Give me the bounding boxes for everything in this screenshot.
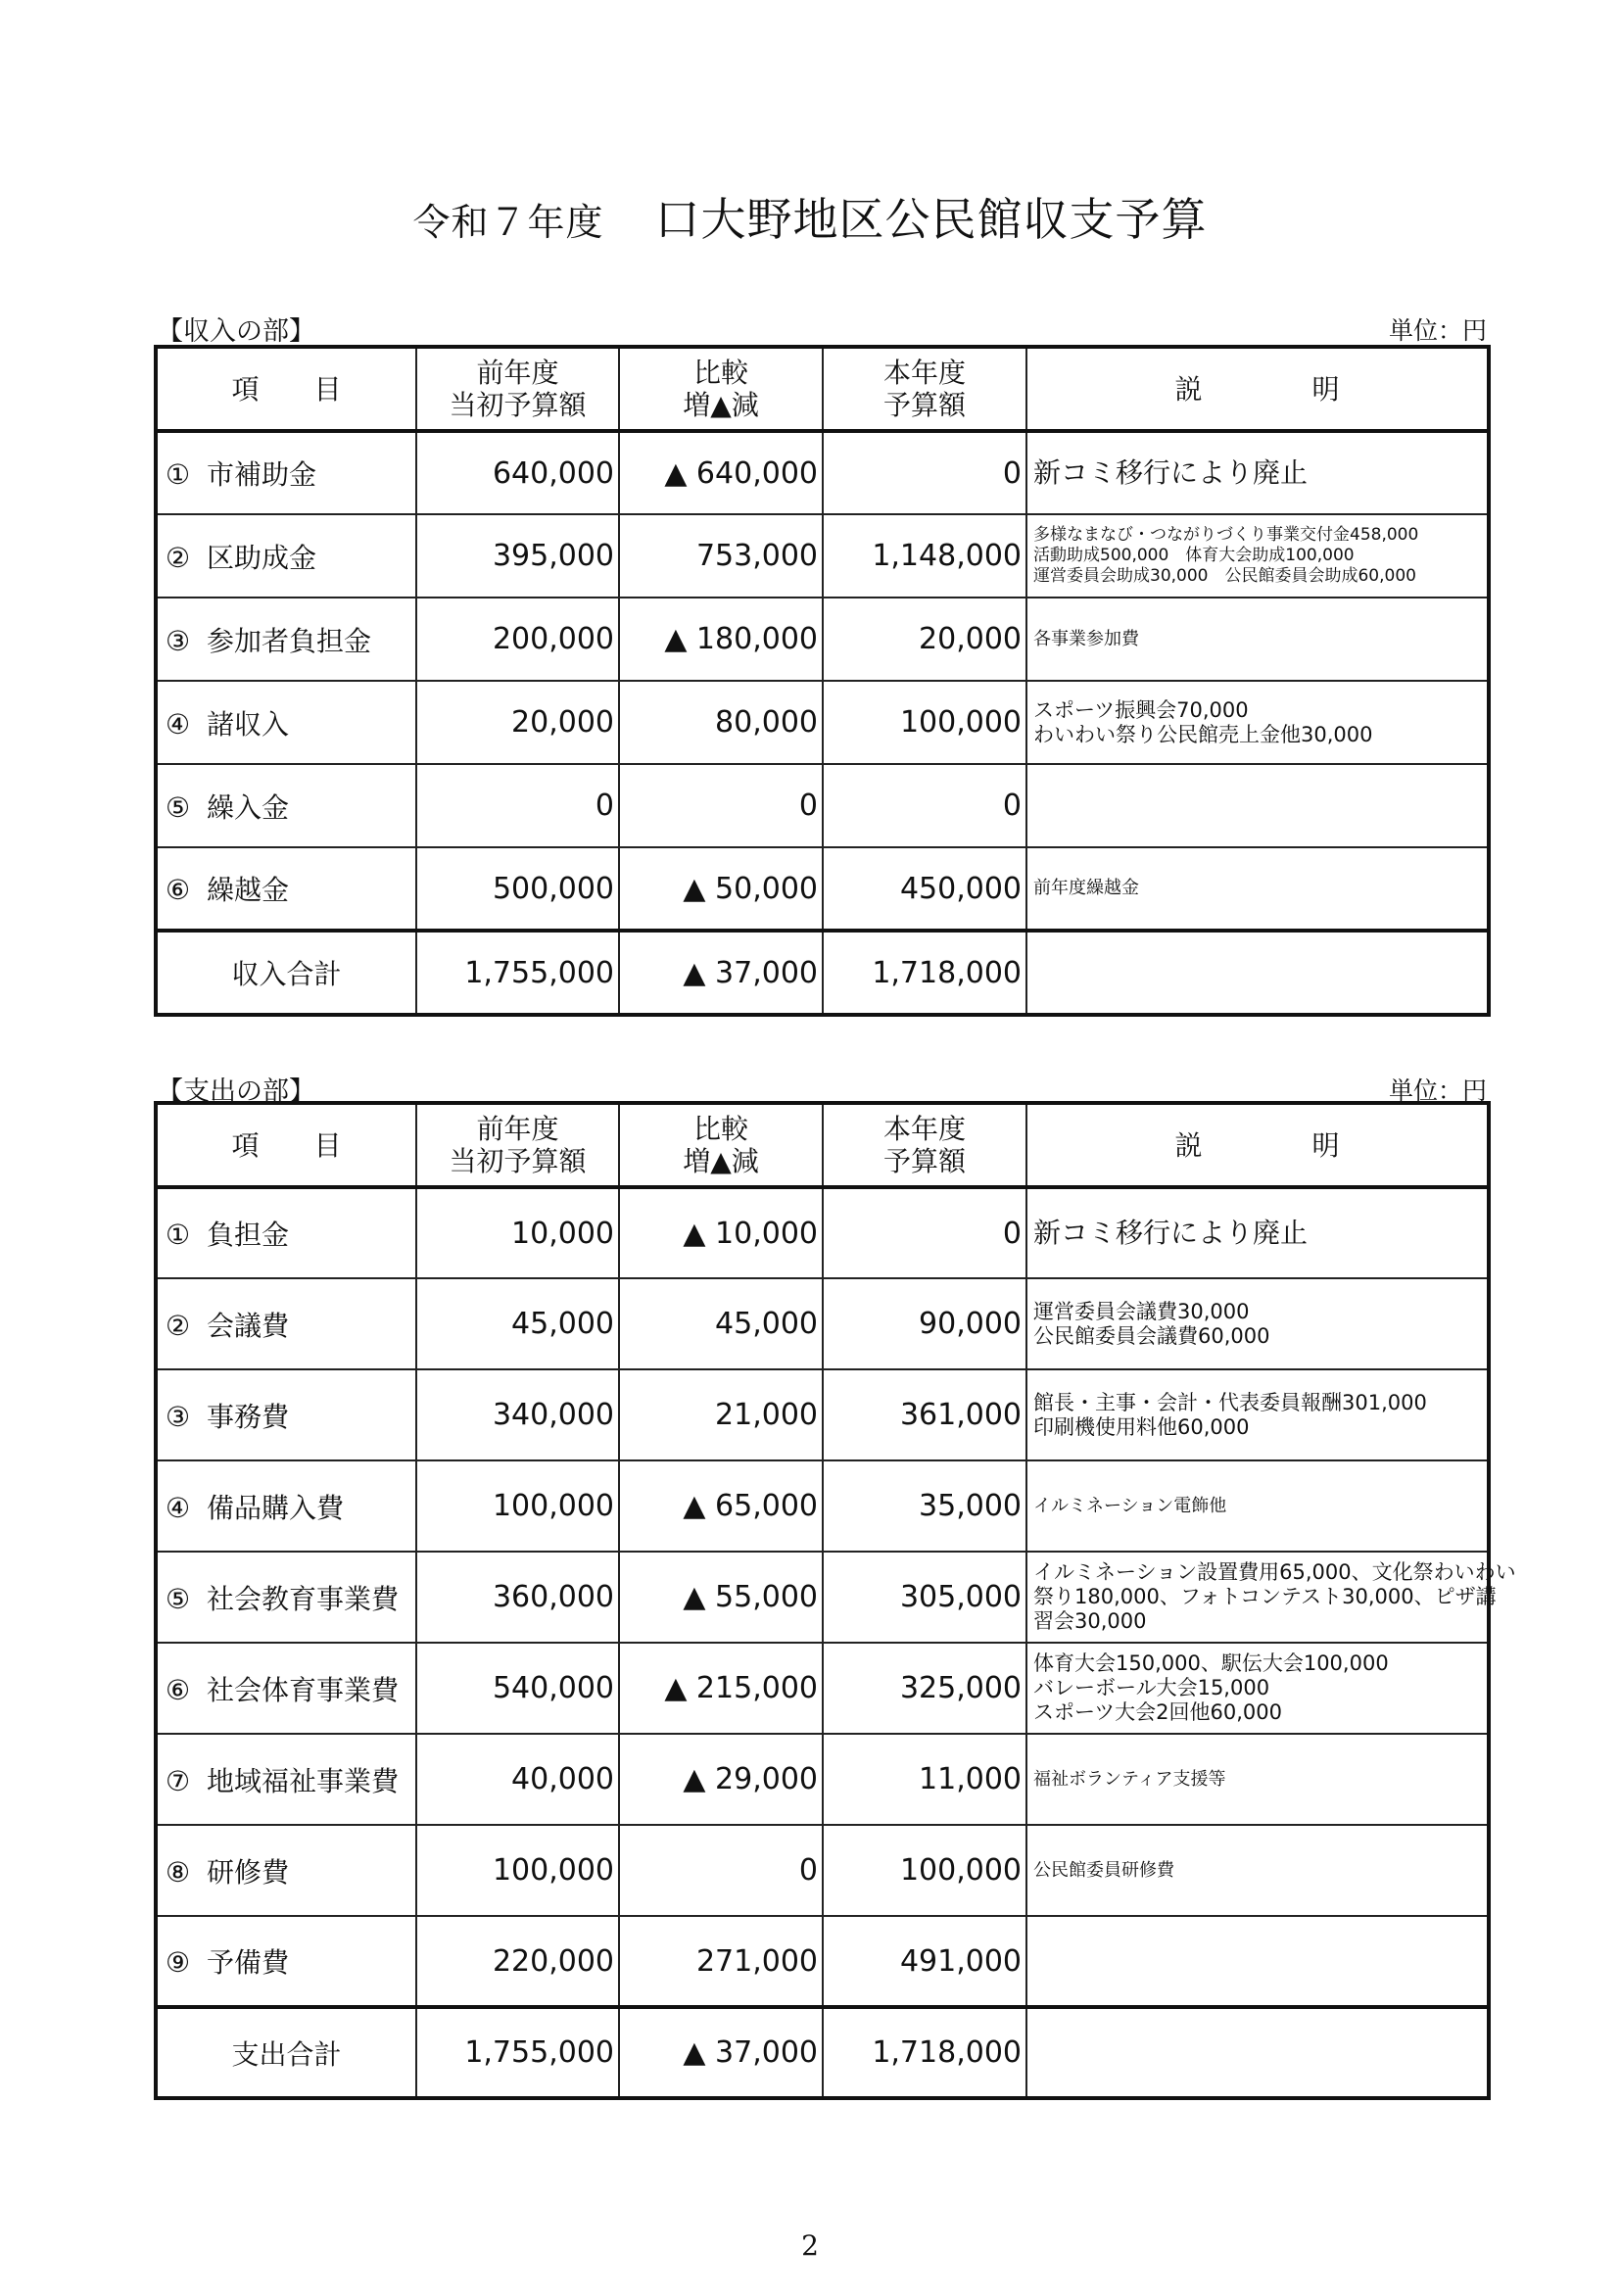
item-number: ⑤ bbox=[166, 1582, 191, 1615]
description-line: 習会30,000 bbox=[1033, 1609, 1147, 1633]
total-diff: ▲ 37,000 bbox=[619, 931, 823, 1015]
description-line: 公民館委員研修費 bbox=[1033, 1859, 1174, 1881]
diff-cell: 21,000 bbox=[619, 1369, 823, 1460]
total-description-cell bbox=[1026, 2007, 1489, 2098]
total-description-cell bbox=[1026, 931, 1489, 1015]
diff-cell: 271,000 bbox=[619, 1916, 823, 2007]
item-number: ① bbox=[166, 458, 191, 491]
description-cell bbox=[1026, 1734, 1489, 1825]
item-number: ③ bbox=[166, 624, 191, 657]
description-line: 祭り180,000、フォトコンテスト30,000、ピザ講 bbox=[1033, 1585, 1497, 1608]
diff-cell: 0 bbox=[619, 1825, 823, 1916]
fiscal-year: 令和７年度 bbox=[412, 201, 604, 244]
header-curr-line2: 予算額 bbox=[882, 1145, 966, 1177]
curr-budget-cell: 0 bbox=[823, 431, 1026, 514]
item-number: ② bbox=[166, 1309, 191, 1342]
curr-budget-cell: 11,000 bbox=[823, 1734, 1026, 1825]
description-line: スポーツ大会2回他60,000 bbox=[1033, 1700, 1282, 1724]
item-name: 地域福祉事業費 bbox=[207, 1764, 400, 1797]
item-number: ③ bbox=[166, 1400, 191, 1433]
table-row bbox=[156, 764, 1489, 847]
prev-budget-cell: 220,000 bbox=[416, 1916, 619, 2007]
expense-unit-label: 単位：円 bbox=[1388, 1076, 1487, 1105]
description-cell bbox=[1026, 847, 1489, 931]
description-cell bbox=[1026, 1369, 1489, 1460]
description-line: 運営委員会議費30,000 bbox=[1033, 1299, 1250, 1323]
header-curr-line1: 本年度 bbox=[882, 1113, 966, 1145]
curr-budget-cell: 305,000 bbox=[823, 1552, 1026, 1643]
description-cell bbox=[1026, 764, 1489, 847]
total-row bbox=[156, 931, 1489, 1015]
item-name: 社会体育事業費 bbox=[207, 1673, 400, 1706]
item-cell bbox=[156, 681, 416, 764]
item-number: ④ bbox=[166, 1491, 191, 1524]
diff-cell: 45,000 bbox=[619, 1278, 823, 1369]
total-curr-budget: 1,718,000 bbox=[823, 931, 1026, 1015]
prev-budget-cell: 500,000 bbox=[416, 847, 619, 931]
diff-cell: 80,000 bbox=[619, 681, 823, 764]
item-cell bbox=[156, 1552, 416, 1643]
description-cell bbox=[1026, 1552, 1516, 1643]
header-desc: 説 明 bbox=[1026, 1103, 1489, 1187]
description-line: 福祉ボランティア支援等 bbox=[1033, 1768, 1226, 1790]
table-row bbox=[156, 1734, 1489, 1825]
item-cell bbox=[156, 598, 416, 681]
description-cell bbox=[1026, 1187, 1489, 1278]
total-curr-budget: 1,718,000 bbox=[823, 2007, 1026, 2098]
item-name: 繰入金 bbox=[207, 790, 290, 824]
table-row bbox=[156, 1187, 1489, 1278]
diff-cell: ▲ 215,000 bbox=[619, 1643, 823, 1734]
header-prev bbox=[416, 347, 619, 431]
expense-section-label: 【支出の部】 bbox=[157, 1076, 315, 1107]
description-line: 各事業参加費 bbox=[1033, 628, 1139, 649]
diff-cell: ▲ 10,000 bbox=[619, 1187, 823, 1278]
diff-cell: 0 bbox=[619, 764, 823, 847]
item-name: 負担金 bbox=[207, 1219, 290, 1251]
prev-budget-cell: 100,000 bbox=[416, 1460, 619, 1552]
diff-cell: ▲ 65,000 bbox=[619, 1460, 823, 1552]
description-cell bbox=[1026, 1278, 1489, 1369]
total-prev-budget: 1,755,000 bbox=[416, 931, 619, 1015]
item-cell bbox=[156, 847, 416, 931]
item-cell bbox=[156, 1460, 416, 1552]
header-curr bbox=[823, 1103, 1026, 1187]
description-line: 運営委員会助成30,000 公民館委員会助成60,000 bbox=[1033, 566, 1416, 586]
item-cell bbox=[156, 431, 416, 514]
table-row bbox=[156, 1825, 1489, 1916]
curr-budget-cell: 100,000 bbox=[823, 681, 1026, 764]
table-row bbox=[156, 1552, 1489, 1643]
item-name: 会議費 bbox=[207, 1309, 290, 1342]
curr-budget-cell: 100,000 bbox=[823, 1825, 1026, 1916]
description-cell bbox=[1026, 1825, 1489, 1916]
income-unit-label: 単位：円 bbox=[1388, 316, 1487, 345]
income-header-row bbox=[156, 347, 1489, 431]
prev-budget-cell: 200,000 bbox=[416, 598, 619, 681]
description-line: 多様なまなび・つながりづくり事業交付金458,000 bbox=[1033, 525, 1419, 545]
header-prev-line1: 前年度 bbox=[476, 357, 559, 389]
item-cell bbox=[156, 1916, 416, 2007]
header-diff bbox=[619, 347, 823, 431]
item-cell bbox=[156, 1825, 416, 1916]
header-prev bbox=[416, 1103, 619, 1187]
header-diff-line2: 増▲減 bbox=[683, 389, 759, 421]
item-cell bbox=[156, 1643, 416, 1734]
description-line: イルミネーション電飾他 bbox=[1033, 1495, 1227, 1516]
description-line: 新コミ移行により廃止 bbox=[1033, 456, 1309, 489]
description-cell bbox=[1026, 1916, 1489, 2007]
table-row bbox=[156, 598, 1489, 681]
total-label: 支出合計 bbox=[156, 2007, 416, 2098]
header-curr-line1: 本年度 bbox=[882, 357, 966, 389]
item-number: ⑥ bbox=[166, 874, 191, 906]
diff-cell: ▲ 50,000 bbox=[619, 847, 823, 931]
description-cell bbox=[1026, 431, 1489, 514]
header-curr bbox=[823, 347, 1026, 431]
item-number: ⑦ bbox=[166, 1764, 191, 1797]
table-row bbox=[156, 514, 1489, 598]
item-cell bbox=[156, 764, 416, 847]
item-number: ⑨ bbox=[166, 1946, 191, 1979]
prev-budget-cell: 45,000 bbox=[416, 1278, 619, 1369]
curr-budget-cell: 35,000 bbox=[823, 1460, 1026, 1552]
item-cell bbox=[156, 1369, 416, 1460]
description-line: スポーツ振興会70,000 bbox=[1033, 697, 1249, 722]
item-name: 市補助金 bbox=[207, 458, 317, 491]
table-row bbox=[156, 1460, 1489, 1552]
prev-budget-cell: 640,000 bbox=[416, 431, 619, 514]
item-name: 事務費 bbox=[207, 1400, 290, 1433]
prev-budget-cell: 40,000 bbox=[416, 1734, 619, 1825]
item-cell bbox=[156, 1734, 416, 1825]
header-diff-line2: 増▲減 bbox=[683, 1145, 759, 1177]
description-cell bbox=[1026, 681, 1489, 764]
header-diff-line1: 比較 bbox=[692, 357, 748, 389]
table-row bbox=[156, 847, 1489, 931]
total-prev-budget: 1,755,000 bbox=[416, 2007, 619, 2098]
diff-cell: ▲ 29,000 bbox=[619, 1734, 823, 1825]
description-line: わいわい祭り公民館売上金他30,000 bbox=[1033, 722, 1373, 746]
header-curr-line2: 予算額 bbox=[882, 389, 966, 421]
item-name: 予備費 bbox=[207, 1946, 290, 1979]
curr-budget-cell: 325,000 bbox=[823, 1643, 1026, 1734]
table-row bbox=[156, 681, 1489, 764]
page-number: 2 bbox=[801, 2229, 819, 2262]
description-cell bbox=[1026, 514, 1489, 598]
item-cell bbox=[156, 514, 416, 598]
curr-budget-cell: 90,000 bbox=[823, 1278, 1026, 1369]
prev-budget-cell: 395,000 bbox=[416, 514, 619, 598]
item-name: 繰越金 bbox=[207, 874, 290, 906]
description-line: 公民館委員会議費60,000 bbox=[1033, 1323, 1270, 1348]
description-line: 活動助成500,000 体育大会助成100,000 bbox=[1033, 546, 1355, 565]
header-prev-line2: 当初予算額 bbox=[449, 1145, 587, 1177]
total-label: 収入合計 bbox=[156, 931, 416, 1015]
prev-budget-cell: 540,000 bbox=[416, 1643, 619, 1734]
diff-cell: 753,000 bbox=[619, 514, 823, 598]
table-row bbox=[156, 1916, 1489, 2007]
item-cell bbox=[156, 1187, 416, 1278]
item-name: 参加者負担金 bbox=[207, 624, 372, 657]
item-cell bbox=[156, 1278, 416, 1369]
income-section-label: 【収入の部】 bbox=[157, 316, 315, 347]
table-row bbox=[156, 1643, 1489, 1734]
item-name: 研修費 bbox=[207, 1855, 290, 1889]
curr-budget-cell: 0 bbox=[823, 764, 1026, 847]
table-row bbox=[156, 431, 1489, 514]
total-row bbox=[156, 2007, 1489, 2098]
item-number: ① bbox=[166, 1219, 191, 1251]
income-table bbox=[154, 345, 1491, 1017]
header-item: 項 目 bbox=[156, 347, 416, 431]
description-line: 館長・主事・会計・代表委員報酬301,000 bbox=[1033, 1390, 1427, 1414]
description-line: イルミネーション設置費用65,000、文化祭わいわい bbox=[1033, 1560, 1516, 1584]
prev-budget-cell: 360,000 bbox=[416, 1552, 619, 1643]
item-number: ② bbox=[166, 541, 191, 574]
prev-budget-cell: 0 bbox=[416, 764, 619, 847]
description-line: 印刷機使用料他60,000 bbox=[1033, 1414, 1250, 1439]
description-line: 新コミ移行により廃止 bbox=[1033, 1217, 1309, 1249]
expense-header-row bbox=[156, 1103, 1489, 1187]
header-item: 項 目 bbox=[156, 1103, 416, 1187]
curr-budget-cell: 491,000 bbox=[823, 1916, 1026, 2007]
description-cell bbox=[1026, 1460, 1489, 1552]
item-name: 社会教育事業費 bbox=[207, 1582, 400, 1615]
header-diff-line1: 比較 bbox=[692, 1113, 748, 1145]
prev-budget-cell: 100,000 bbox=[416, 1825, 619, 1916]
diff-cell: ▲ 180,000 bbox=[619, 598, 823, 681]
page-title bbox=[0, 184, 1620, 249]
description-line: 前年度繰越金 bbox=[1033, 878, 1139, 898]
item-number: ⑤ bbox=[166, 790, 191, 824]
curr-budget-cell: 1,148,000 bbox=[823, 514, 1026, 598]
item-number: ④ bbox=[166, 707, 191, 741]
description-line: 体育大会150,000、駅伝大会100,000 bbox=[1033, 1651, 1389, 1675]
curr-budget-cell: 20,000 bbox=[823, 598, 1026, 681]
prev-budget-cell: 20,000 bbox=[416, 681, 619, 764]
header-prev-line2: 当初予算額 bbox=[449, 389, 587, 421]
item-name: 諸収入 bbox=[207, 707, 290, 741]
description-cell bbox=[1026, 598, 1489, 681]
curr-budget-cell: 450,000 bbox=[823, 847, 1026, 931]
item-number: ⑥ bbox=[166, 1673, 191, 1706]
item-name: 区助成金 bbox=[207, 541, 317, 574]
expense-table bbox=[154, 1101, 1516, 2100]
table-row bbox=[156, 1369, 1489, 1460]
curr-budget-cell: 0 bbox=[823, 1187, 1026, 1278]
diff-cell: ▲ 55,000 bbox=[619, 1552, 823, 1643]
title-main: 口大野地区公民館収支予算 bbox=[654, 193, 1208, 246]
description-cell bbox=[1026, 1643, 1489, 1734]
header-prev-line1: 前年度 bbox=[476, 1113, 559, 1145]
prev-budget-cell: 10,000 bbox=[416, 1187, 619, 1278]
description-line: バレーボール大会15,000 bbox=[1033, 1676, 1270, 1699]
total-diff: ▲ 37,000 bbox=[619, 2007, 823, 2098]
item-number: ⑧ bbox=[166, 1855, 191, 1889]
curr-budget-cell: 361,000 bbox=[823, 1369, 1026, 1460]
header-diff bbox=[619, 1103, 823, 1187]
table-row bbox=[156, 1278, 1489, 1369]
item-name: 備品購入費 bbox=[207, 1491, 345, 1524]
prev-budget-cell: 340,000 bbox=[416, 1369, 619, 1460]
header-desc: 説 明 bbox=[1026, 347, 1489, 431]
diff-cell: ▲ 640,000 bbox=[619, 431, 823, 514]
